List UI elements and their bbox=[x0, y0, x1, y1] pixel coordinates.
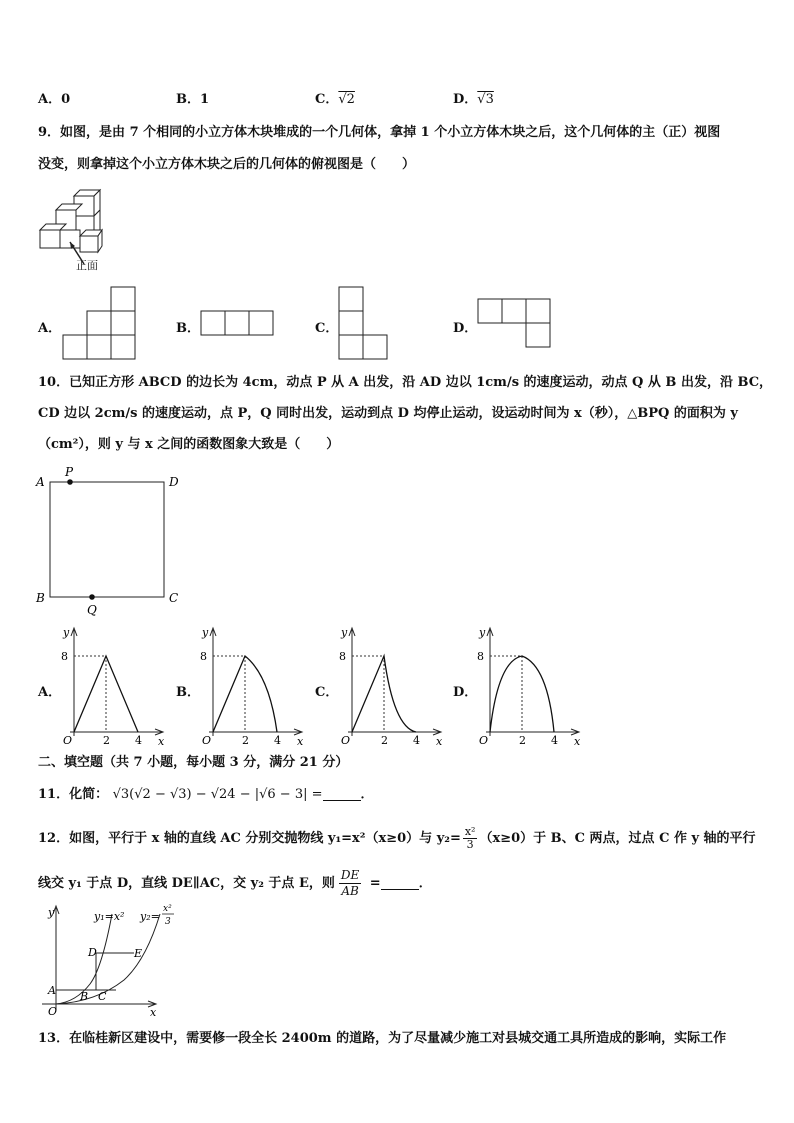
label-y: y bbox=[48, 906, 55, 919]
label-b: B bbox=[80, 990, 89, 1003]
label-p: P bbox=[65, 465, 74, 479]
point-p bbox=[67, 479, 73, 485]
label-2: 2 bbox=[103, 734, 110, 746]
label-4: 4 bbox=[551, 734, 558, 746]
fraction-denominator: 3 bbox=[466, 838, 474, 851]
label-x: x bbox=[150, 1006, 157, 1019]
label-x: x bbox=[436, 735, 443, 746]
q10-line-2: CD 边以 2cm/s 的速度运动，点 P，Q 同时出发，运动到点 D 均停止运动，设运动时间为 x（秒），△BPQ 的面积为 y bbox=[38, 406, 738, 421]
q10-square-figure bbox=[30, 464, 190, 624]
label-8: 8 bbox=[339, 650, 346, 663]
q10-graph-d bbox=[474, 624, 584, 746]
label-4: 4 bbox=[135, 734, 142, 746]
label-y2-den: 3 bbox=[165, 917, 171, 927]
label-y2-num: x² bbox=[163, 904, 172, 914]
label-y2: y₂= bbox=[140, 910, 160, 923]
q9-option-c-figure bbox=[338, 286, 390, 360]
label-c: C bbox=[169, 591, 179, 605]
q8-option-a bbox=[38, 88, 70, 107]
q9-option-d-figure bbox=[477, 298, 553, 350]
q10-option-b-label: B． bbox=[176, 685, 200, 700]
point-q bbox=[89, 594, 95, 600]
q9-option-b-figure bbox=[200, 310, 276, 336]
q9-option-a-label: A． bbox=[38, 321, 62, 336]
label-y: y bbox=[341, 626, 348, 639]
option-value: √2 bbox=[338, 92, 355, 107]
label-4: 4 bbox=[413, 734, 420, 746]
q12-parabola-figure bbox=[36, 898, 186, 1020]
q12-line-1 bbox=[38, 826, 756, 851]
q8-option-b bbox=[176, 88, 209, 107]
q10-option-c-label: C． bbox=[315, 685, 339, 700]
label-x: x bbox=[574, 735, 581, 746]
q12-ratio-fraction bbox=[339, 868, 361, 899]
q8-option-c bbox=[315, 88, 355, 107]
label-d: D bbox=[88, 946, 97, 959]
option-value: 0 bbox=[61, 92, 71, 107]
label-d: D bbox=[169, 475, 179, 489]
q11-answer-blank[interactable] bbox=[323, 788, 361, 801]
q12-answer-blank[interactable] bbox=[381, 877, 419, 890]
label-x: x bbox=[158, 735, 165, 746]
option-letter: D． bbox=[453, 92, 478, 107]
q9-cube-stack-figure bbox=[38, 186, 112, 274]
ratio-denominator: AB bbox=[341, 884, 359, 898]
label-q: Q bbox=[87, 603, 97, 617]
label-y1: y₁=x² bbox=[94, 910, 125, 923]
label-o: O bbox=[341, 734, 351, 746]
label-b: B bbox=[36, 591, 45, 605]
label-y: y bbox=[63, 626, 70, 639]
q12-line-2 bbox=[38, 868, 432, 899]
q12-equals: = bbox=[369, 876, 381, 891]
label-o: O bbox=[63, 734, 73, 746]
q12-line-2a: 线交 y₁ 于点 D，直线 DE∥AC，交 y₂ 于点 E，则 bbox=[38, 876, 335, 891]
q9-option-b-label: B． bbox=[176, 321, 200, 336]
fraction-numerator: x² bbox=[464, 825, 476, 838]
q10-line-3: （cm²），则 y 与 x 之间的函数图象大致是（ ） bbox=[38, 437, 340, 452]
label-o: O bbox=[48, 1005, 58, 1018]
q9-option-c-label: C． bbox=[315, 321, 339, 336]
q12-suffix: ． bbox=[418, 876, 432, 891]
q11-expression: √3(√2 − √3) − √24 − |√6 − 3| = bbox=[112, 787, 323, 802]
q10-graph-a bbox=[58, 624, 168, 746]
label-8: 8 bbox=[477, 650, 484, 663]
option-value: √3 bbox=[477, 92, 494, 107]
q11-prefix: 11．化简： bbox=[38, 787, 109, 802]
q10-graph-b bbox=[197, 624, 307, 746]
q11-suffix: ． bbox=[360, 787, 374, 802]
q12-fraction bbox=[463, 826, 478, 851]
label-y: y bbox=[202, 626, 209, 639]
label-o: O bbox=[202, 734, 212, 746]
ratio-numerator: DE bbox=[340, 868, 360, 882]
q9-option-a-figure bbox=[62, 286, 138, 360]
q13-line-1: 13．在临桂新区建设中，需要修一段全长 2400m 的道路，为了尽量减少施工对县城交通工具所造成的影响，实际工作 bbox=[38, 1031, 727, 1046]
label-a: A bbox=[48, 984, 56, 997]
option-letter: B． bbox=[176, 92, 200, 107]
q12-line-1b: （x≥0）于 B、C 两点，过点 C 作 y 轴的平行 bbox=[479, 831, 756, 846]
q11-line bbox=[38, 786, 374, 804]
q10-option-d-label: D． bbox=[453, 685, 478, 700]
label-a: A bbox=[36, 475, 45, 489]
label-e: E bbox=[134, 947, 143, 960]
q10-option-a-label: A． bbox=[38, 685, 62, 700]
label-2: 2 bbox=[242, 734, 249, 746]
section-heading: 二、填空题（共 7 小题，每小题 3 分，满分 21 分） bbox=[38, 755, 349, 770]
q10-graph-c bbox=[336, 624, 446, 746]
label-8: 8 bbox=[61, 650, 68, 663]
q9-option-d-label: D． bbox=[453, 321, 478, 336]
option-letter: A． bbox=[38, 92, 62, 107]
label-c: C bbox=[98, 990, 107, 1003]
label-4: 4 bbox=[274, 734, 281, 746]
q10-line-1: 10．已知正方形 ABCD 的边长为 4cm，动点 P 从 A 出发，沿 AD 边以 1cm/s 的速度运动，动点 Q 从 B 出发，沿 BC， bbox=[38, 375, 773, 390]
q9-line-2: 没变，则拿掉这个小立方体木块之后的几何体的俯视图是（ ） bbox=[38, 157, 416, 172]
q9-line-1: 9．如图，是由 7 个相同的小立方体木块堆成的一个几何体，拿掉 1 个小立方体木块之后，这个几何体的主（正）视图 bbox=[38, 125, 721, 140]
q8-option-d bbox=[453, 88, 494, 107]
label-x: x bbox=[297, 735, 304, 746]
label-8: 8 bbox=[200, 650, 207, 663]
option-value: 1 bbox=[200, 92, 210, 107]
label-o: O bbox=[479, 734, 489, 746]
label-y: y bbox=[479, 626, 486, 639]
option-letter: C． bbox=[315, 92, 339, 107]
label-2: 2 bbox=[519, 734, 526, 746]
q12-line-1a: 12．如图，平行于 x 轴的直线 AC 分别交抛物线 y₁=x²（x≥0）与 y₂= bbox=[38, 831, 461, 846]
front-view-label: 正面 bbox=[76, 259, 98, 272]
label-2: 2 bbox=[381, 734, 388, 746]
